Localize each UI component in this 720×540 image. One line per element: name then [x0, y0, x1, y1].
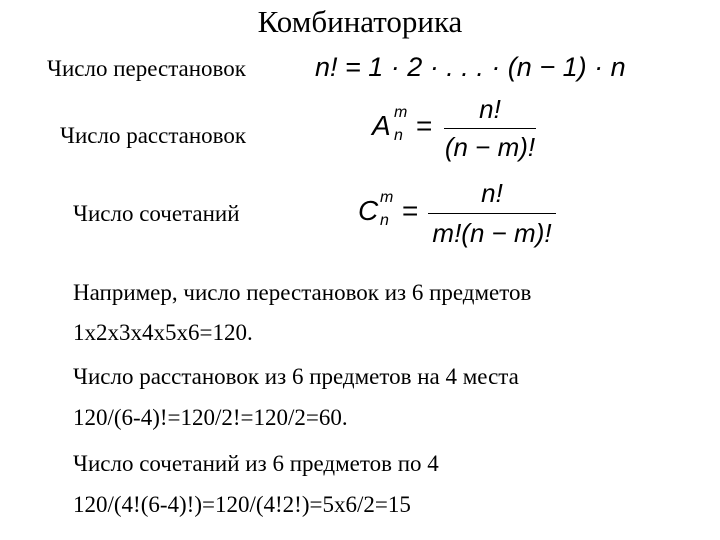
permutations-formula: n! = 1 · 2 · . . . · (n − 1) · n	[315, 52, 626, 82]
combinations-formula	[358, 180, 563, 256]
example-line: 120/(4!(6-4)!)=120/(4!2!)=5х6/2=15	[73, 492, 411, 517]
permutations-label: Число перестановок	[47, 56, 246, 81]
arrangements-equals: =	[416, 110, 433, 141]
arrangements-numerator: n!	[479, 94, 501, 124]
combinations-fraction-bar	[428, 213, 556, 214]
arrangements-fraction-bar	[444, 128, 536, 129]
combinations-numerator: n!	[481, 178, 503, 208]
combinations-superscript: m	[380, 189, 394, 206]
combinations-subscript: n	[380, 212, 389, 229]
example-line: 1х2х3х4х5х6=120.	[73, 320, 253, 345]
combinations-denominator: m!(n − m)!	[432, 218, 552, 248]
arrangements-label: Число расстановок	[60, 123, 247, 148]
arrangements-formula	[372, 96, 542, 170]
combinations-label: Число сочетаний	[73, 201, 240, 226]
combinations-symbol: C	[358, 195, 379, 226]
combinations-fraction	[428, 180, 556, 256]
example-line: Например, число перестановок из 6 предметов	[73, 280, 532, 305]
arrangements-symbol: A	[372, 110, 391, 141]
combinations-equals: =	[402, 195, 419, 226]
arrangements-subscript: n	[394, 127, 403, 144]
example-line: Число сочетаний из 6 предметов по 4	[73, 451, 439, 476]
arrangements-superscript: m	[394, 104, 408, 121]
example-line: 120/(6-4)!=120/2!=120/2=60.	[73, 405, 348, 430]
example-line: Число расстановок из 6 предметов на 4 места	[73, 364, 519, 389]
arrangements-denominator: (n − m)!	[444, 132, 536, 162]
page-title: Комбинаторика	[257, 4, 463, 39]
arrangements-fraction	[444, 96, 536, 170]
